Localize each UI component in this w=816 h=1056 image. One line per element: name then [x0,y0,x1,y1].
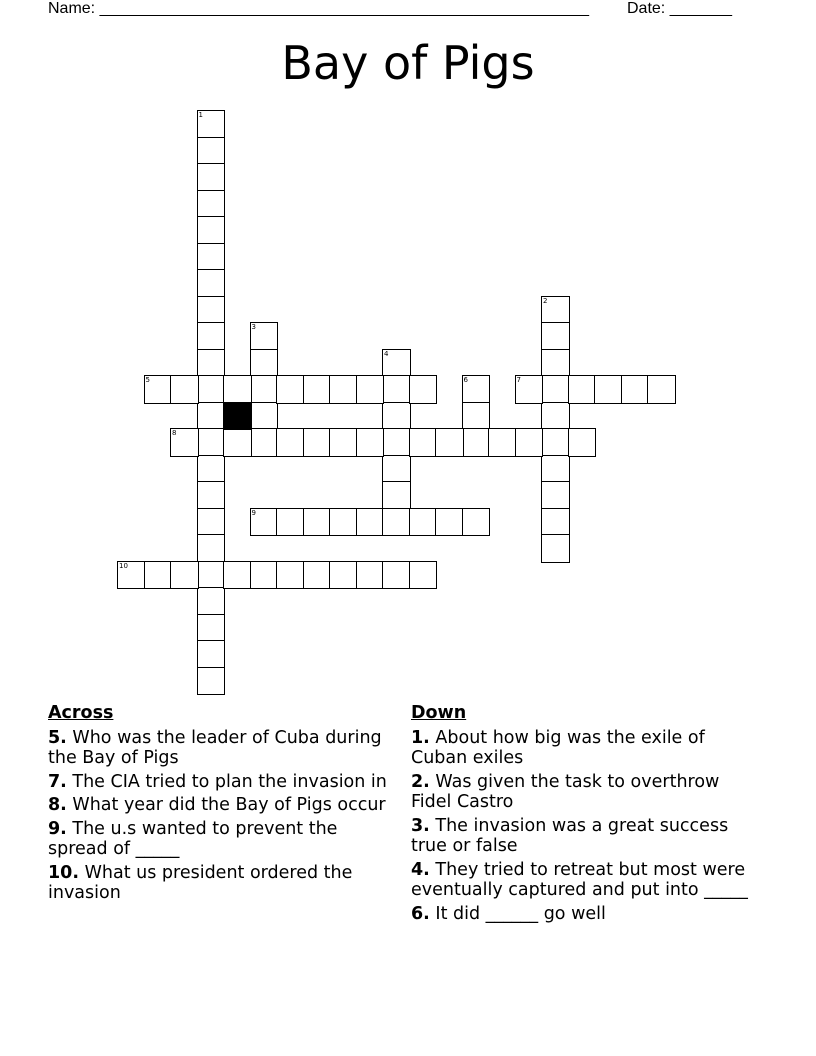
grid-cell[interactable] [329,508,358,537]
grid-cell[interactable] [541,349,570,378]
grid-cell[interactable] [462,375,491,404]
grid-cell[interactable] [621,375,650,404]
clue-number-label: 10 [119,561,128,570]
puzzle-title: Bay of Pigs [281,36,535,90]
grid-cell[interactable] [197,534,226,563]
clue-item [48,863,398,904]
grid-cell[interactable] [515,375,544,404]
grid-cell[interactable] [303,428,332,457]
name-blank: _______________________________________________________ [99,0,589,17]
clue-item [411,728,761,769]
clue-item [411,816,761,857]
grid-cell[interactable] [250,375,279,404]
grid-cell[interactable] [329,428,358,457]
grid-cell[interactable] [223,375,252,404]
clue-number-label: 5 [145,376,150,384]
grid-cell[interactable] [197,428,226,457]
grid-cell[interactable] [170,561,199,590]
clue-text: The CIA tried to plan the invasion in [72,771,387,792]
grid-cell[interactable] [197,349,226,378]
clue-number: 6. [411,903,430,924]
grid-cell[interactable] [197,190,226,219]
grid-cell[interactable] [515,428,544,457]
grid-cell[interactable] [382,508,411,537]
grid-cell[interactable] [382,455,411,484]
grid-cell[interactable] [356,561,385,590]
grid-cell[interactable] [197,640,226,669]
grid-cell[interactable] [435,508,464,537]
grid-cell[interactable] [223,428,252,457]
grid-cell[interactable] [250,561,279,590]
grid-cell[interactable] [541,534,570,563]
grid-cell[interactable] [382,349,411,378]
clue-item [411,772,761,813]
black-cell [223,402,252,431]
grid-cell[interactable] [170,428,199,457]
clue-text: Who was the leader of Cuba during the Bay of Pigs [48,727,382,768]
grid-cell[interactable] [356,428,385,457]
clue-number: 10. [48,862,80,883]
clue-item [411,860,761,901]
grid-cell[interactable] [197,137,226,166]
clue-text: The u.s wanted to prevent the spread of _____ [48,818,338,859]
clue-item [48,795,398,816]
grid-cell[interactable] [356,375,385,404]
grid-cell[interactable] [144,561,173,590]
grid-cell[interactable] [409,508,438,537]
grid-cell[interactable] [541,296,570,325]
date-label: Date: [627,0,666,17]
grid-cell[interactable] [250,322,279,351]
clue-text: What us president ordered the invasion [48,862,353,903]
grid-cell[interactable] [435,428,464,457]
grid-cell[interactable] [197,243,226,272]
grid-cell[interactable] [303,375,332,404]
grid-cell[interactable] [541,322,570,351]
across-heading: Across [48,703,114,723]
grid-cell[interactable] [488,428,517,457]
clue-text: Was given the task to overthrow Fidel Castro [411,771,720,812]
grid-cell[interactable] [197,481,226,510]
grid-cell[interactable] [329,561,358,590]
grid-cell[interactable] [303,561,332,590]
grid-cell[interactable] [541,375,570,404]
across-clues [48,703,398,907]
clue-number-label: 8 [172,429,177,437]
grid-cell[interactable] [541,455,570,484]
grid-cell[interactable] [197,667,226,696]
grid-cell[interactable] [197,587,226,616]
grid-cell[interactable] [197,508,226,537]
clue-item [411,904,761,925]
clue-number: 9. [48,818,67,839]
clue-text: What year did the Bay of Pigs occur [72,795,386,815]
clue-number-label: 2 [543,296,548,305]
clue-number-label: 7 [516,376,521,384]
clue-number-label: 9 [251,508,256,517]
clue-item [48,819,398,860]
grid-cell[interactable] [382,561,411,590]
grid-cell[interactable] [594,375,623,404]
clue-number: 8. [48,795,67,815]
grid-cell[interactable] [303,508,332,537]
grid-cell[interactable] [197,455,226,484]
grid-cell[interactable] [568,428,597,457]
clue-number: 2. [411,771,430,792]
grid-cell[interactable] [541,428,570,457]
down-clues [411,703,761,927]
grid-cell[interactable] [144,375,173,404]
grid-cell[interactable] [197,402,226,431]
clue-text: They tried to retreat but most were eventually captured and put into _____ [411,859,748,900]
grid-cell[interactable] [197,296,226,325]
grid-cell[interactable] [409,375,438,404]
grid-cell[interactable] [197,614,226,643]
clue-number-label: 3 [251,323,256,331]
grid-cell[interactable] [382,402,411,431]
grid-cell[interactable] [250,428,279,457]
clue-number: 7. [48,771,67,792]
grid-cell[interactable] [329,375,358,404]
name-label: Name: [48,0,96,17]
date-blank: _______ [669,0,732,17]
grid-cell[interactable] [541,508,570,537]
grid-cell[interactable] [117,561,146,590]
grid-cell[interactable] [197,163,226,192]
clue-number-label: 4 [384,349,389,358]
grid-cell[interactable] [197,375,226,404]
grid-cell[interactable] [409,428,438,457]
grid-cell[interactable] [276,375,305,404]
grid-cell[interactable] [382,428,411,457]
grid-cell[interactable] [462,402,491,431]
grid-cell[interactable] [197,561,226,590]
grid-cell[interactable] [250,349,279,378]
grid-cell[interactable] [276,508,305,537]
clue-number: 4. [411,859,430,880]
grid-cell[interactable] [568,375,597,404]
grid-cell[interactable] [541,402,570,431]
grid-cell[interactable] [462,508,491,537]
grid-cell[interactable] [197,322,226,351]
grid-cell[interactable] [647,375,676,404]
grid-cell[interactable] [356,508,385,537]
clue-text: About how big was the exile of Cuban exiles [411,727,705,768]
clue-number: 1. [411,727,430,748]
grid-cell[interactable] [197,216,226,245]
grid-cell[interactable] [462,428,491,457]
grid-cell[interactable] [541,481,570,510]
grid-cell[interactable] [409,561,438,590]
grid-cell[interactable] [276,561,305,590]
clue-item [48,772,398,793]
grid-cell[interactable] [382,481,411,510]
grid-cell[interactable] [382,375,411,404]
grid-cell[interactable] [276,428,305,457]
clue-number-label: 1 [198,111,203,119]
clue-text: The invasion was a great success true or false [411,815,729,856]
clue-text: It did ______ go well [435,903,606,924]
grid-cell[interactable] [170,375,199,404]
grid-cell[interactable] [197,110,226,139]
down-heading: Down [411,703,467,723]
grid-cell[interactable] [197,269,226,298]
clue-number: 5. [48,727,67,748]
clue-item [48,728,398,769]
clue-number: 3. [411,815,430,836]
grid-cell[interactable] [223,561,252,590]
clue-number-label: 6 [463,376,468,384]
grid-cell[interactable] [250,508,279,537]
grid-cell[interactable] [250,402,279,431]
